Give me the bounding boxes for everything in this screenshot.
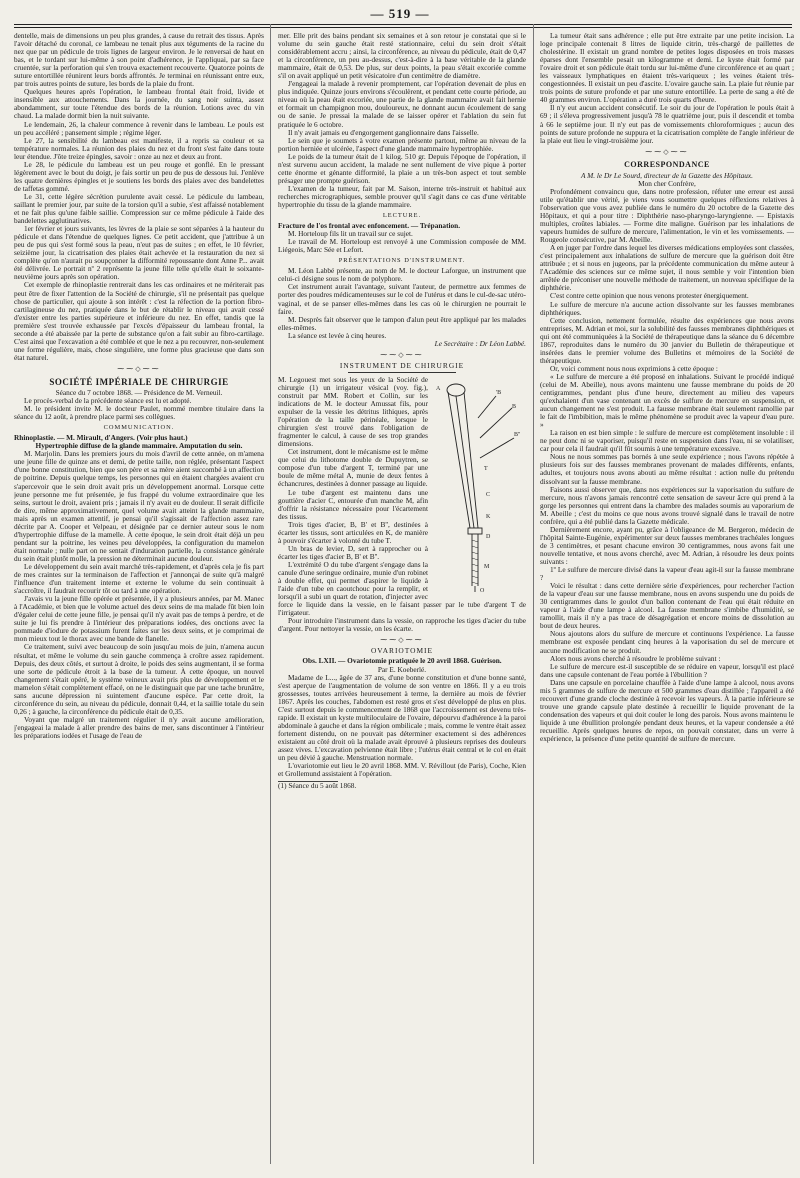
session-line: Séance du 7 octobre 1868. — Présidence de M. Verneuil. xyxy=(55,388,223,398)
paragraph: Le poids de la tumeur était de 1 kilog. 510 gr. Depuis l'époque de l'opération, il n'est survenu aucun accident, la malade ne sent nullement de vive pique à porter cette énorme et génante difformité, la plaie a un très-bon aspect et tout semble présager une prompte guérison. xyxy=(278,151,526,185)
column-separator xyxy=(533,24,534,1164)
ornament-divider: ⁓⁓◇⁓⁓ xyxy=(645,147,689,156)
paragraph: Un bras de levier, D, sert à rapprocher ou à écarter les tiges d'acier B, B' et B''. xyxy=(278,543,428,561)
paragraph: mer. Elle prit des bains pendant six semaines et à son retour je constatai que si le volume du sein gauche était resté stationnaire, celui du sein droit s'était considérablement accru ; ainsi, la circonférence, au niveau du pédicule, était de 0,47 et la circonférence, un peu au-dessus, c'est-à-dire à la base véritable de la glande mammaire, était de 0,53. De plus, sur deux points, la peau s'était excoriée comme s'il on avait appliqué un petit vésicatoire d'un centimètre de diamètre. xyxy=(278,32,526,81)
section-label: COMMUNICATION. xyxy=(103,424,175,432)
paragraph: M. le président invite M. le docteur Paulet, nommé membre titulaire dans la séance du 12 août, à prendre place parmi ses collègues. xyxy=(14,404,264,422)
paragraph: La séance est levée à cinq heures. xyxy=(288,330,387,340)
society-title: SOCIÉTÉ IMPÉRIALE DE CHIRURGIE xyxy=(49,376,229,387)
paragraph: Le procès-verbal de la précédente séance est lu et adopté. xyxy=(24,396,192,406)
paragraph: M. Legouest met sous les yeux de la Société de chirurgie (1) un irrigateur vésical (voy. fig.), construit par MM. Robert et Collin, sur les indications de M. le docteur Amussat fils, pour expulser de la vessie les détritus lithiques, après l'opération de la taille périnéale, lorsque le chirurgien s'est trouvé dans l'obligation de fragmenter le calcul, à cause de ses trop grandes dimensions. xyxy=(278,374,428,449)
column-2 xyxy=(278,32,526,1178)
paragraph: La raison en est bien simple : le sulfure de mercure est complètement insoluble : il ne peut donc ni se vaporiser, puisqu'il reste en suspension dans l'eau, ni se volatiliser, car pour cela il faudrait qu'il fût soumis à une température excessive. xyxy=(540,428,794,454)
paragraph: Or, voici comment nous nous exprimions à cette époque : xyxy=(550,363,718,373)
paragraph: 1er février et jours suivants, les lèvres de la plaie se sont séparées à la hauteur du pédicule et dans l'étendue de quelques lignes. Ce petit accident, que j'attribue à un peu de pus qui s'est formé sous la peau, n'eut pas de suites ; en effet, le 10 février, seizième jour, la cicatrisation des plaies était achevée et la restauration du nez si complète qu'on n'aurait pu soupçonner la difformité repoussante dont Anne P... avait été délivrée. Le portrait nº 2 représente la jeune fille telle qu'elle était le soixante-neuvième jours après son opération. xyxy=(14,224,264,282)
paragraph: J'engageai la malade à revenir promptement, car l'opération devenait de plus en plus indiquée. Quinze jours environs s'écoulèrent, et pendant cette courte période, au niveau où la peau était excoriée, une partie de la glande mammaire avait fait hernie et formait un champignon mou, douloureux, ne donnant aucun écoulement de sang ou de sanie. Je pressai la malade de se laisser opérer et l'ablation du sein fut pratiquée le 6 octobre. xyxy=(278,79,526,129)
paragraph: Profondément convaincu que, dans notre profession, réfuter une erreur est aussi utile qu'établir une vérité, je viens vous soumettre quelques réflexions relatives à l'observation que vous avez publiée dans le numéro du 20 octobre de la Gazette des Hôpitaux, et qui a pour titre : Diphthérie naso-pharyngo-laryngienne. — Epistaxis multiples, croûtes labiales. — Forme dite maligne. Guérison par les inhalations de vapeurs humides de sulfure de mercure, l'alimentation, le vin et les vomissements. — Rougeole consécutive, par M. Abeille. xyxy=(540,186,794,245)
paragraph: Le travail de M. Horteloup est renvoyé à une Commission composée de MM. Liégeois, Marc Sée et Lefort. xyxy=(278,237,526,255)
svg-text:K: K xyxy=(486,513,491,520)
letter-salutation: Mon cher Confrère, xyxy=(638,178,696,188)
svg-text:O: O xyxy=(480,587,485,594)
paragraph: M. Desprès fait observer que le tampon d'alun peut être appliqué par les malades elles-mêmes. xyxy=(278,314,526,332)
paragraph: « Le sulfure de mercure a été proposé en inhalations. Suivant le procédé indiqué (celui de M. Abeille), nous avons maintenu une fausse membrane du poids de 20 centigrammes, pendant plus d'une heure, directement au milieu des vapeurs qu'exhalaient d'un vase contenant un excès de sulfure de mercure en suspension, et aucun changement ne s'est produit. La fausse membrane était seulement ramollie par le fait de l'imbibition, mais le même phénomène se produit avec la vapeur d'eau pure. » xyxy=(540,371,794,430)
svg-text:A: A xyxy=(436,385,441,392)
paragraph: Nous ajoutons alors du sulfure de mercure et continuons l'expérience. La fausse membrane est exposée pendant cinq heures à la vaporisation du sel de mercure et aucune modification ne se produit. xyxy=(540,629,794,655)
paragraph: La tumeur était sans adhérence ; elle put être extraite par une petite incision. La loge principale contenait 8 litres de liquide citrin, très-chargé de paillettes de cholestérine. Il existait un grand nombre de petites loges disposées en trois masses éparses dont l'ensemble pesait un kilogramme et demi. Le kyste était formé par l'ovaire droit et son pédicule était tordu sur lui-même d'une circonférence et au quart ; les vaisseaux lymphatiques en étaient très-variqueux ; les veines étaient très-congestionnées. Il existait un peu d'ascite. L'ovaire gauche sain. La plaie fut réunie par trois points de suture profonde et par une suture entortillée. La perte de sang a été de 40 grammes environ. L'opération a duré trois quarts d'heure. xyxy=(540,32,794,105)
svg-text:'B: 'B xyxy=(496,389,502,396)
paragraph: L'ovariotomie eut lieu le 20 avril 1868. MM. V. Révillout (de Paris), Coche, Kien et Grollemund assistaient à l'opération. xyxy=(278,761,526,779)
communication-line: Rhinoplastie. — M. Mirault, d'Angers. (Voir plus haut.) xyxy=(14,433,188,443)
paragraph: Le lendemain, 26, la chaleur commence à revenir dans le lambeau. Le pouls est un peu accéléré ; pansement simple ; régime léger. xyxy=(14,119,264,137)
section-label: LECTURE. xyxy=(382,212,422,220)
ornament-divider: ⁓⁓◇⁓⁓ xyxy=(380,636,424,645)
paragraph: Voici le résultat : dans cette dernière série d'expériences, pour rechercher l'action de la vapeur d'eau sur une fausse membrane, nous en avons suspendu une du poids de 30 centigrammes dans le goulot d'un ballon contenant de l'eau qui était réduite en vapeur à l'aide d'une lampe à alcool. La fausse membrane s'imbibe d'humidité, se ramollit, mais il n'y a pas trace de désagrégation et encore moins de dissolution au bout de deux heures. xyxy=(540,581,794,631)
paragraph: Voyant que malgré un traitement régulier il n'y avait aucune amélioration, j'engageai la malade à aller prendre des bains de mer, sans discontinuer à l'intérieur les préparations iodées et l'usage de l'eau de xyxy=(14,714,264,740)
column-3 xyxy=(540,32,794,1178)
svg-text:B'': B'' xyxy=(514,431,521,438)
svg-text:T: T xyxy=(484,465,488,472)
paragraph: dentelle, mais de dimensions un peu plus grandes, à cause du retrait des tissus. Après l'avoir détaché du coronal, ce lambeau ne tenait plus aux téguments de la racine du nez que par un pédicule de trois lignes de largeur environ. Je le renversai de haut en bas, et le tordant sur lui-même à son point d'adhérence, je l'appliquai, par sa face cruentée, sur la perforation qui s'en trouva exactement recouverte. Quatorze points de suture entortillée réunirent leurs bords affrontés. Je terminai en réunissant entre eux, par trois autres points de suture, les bords de la plaie du front. xyxy=(14,32,264,89)
paragraph: L'examen de la tumeur, fait par M. Saison, interne très-instruit et habitué aux recherches micrographiques, semble prouver qu'il s'agit dans ce cas d'une véritable hypertrophie du tissu de la glande mammaire. xyxy=(278,183,526,209)
paragraph: Le 31, cette légère sécrétion purulente avait cessé. Le pédicule du lambeau, saillant le premier jour, par suite de la torsion qu'il a subie, s'est affaissé notablement et ne fait plus qu'une faible saillie. Compression sur ce même pédicule à l'aide des bandelettes agglutinatives. xyxy=(14,191,264,226)
paragraph: Cette conclusion, nettement formulée, résulte des expériences que nous avons entreprises, M. Adrian et moi, sur la solubilité des fausses membranes diphthériques et qui ont été communiquées à la Société de thérapeutique dans la séance du 6 décembre 1867, reproduites dans le numéro du 30 janvier du Bulletin de thérapeutique et insérées dans le premier volume des Bulletins et mémoires de la Société de thérapeutique. xyxy=(540,315,794,365)
column-1 xyxy=(14,32,264,1178)
paragraph: Madame de L..., âgée de 37 ans, d'une bonne constitution et d'une bonne santé, s'est aperçue de l'augmentation de volume de son ventre en 1866. Il y a eu trois grossesses, toutes arrivées heureusement à terme, la dernière au mois de février 1867. Après les couches, l'abdomen est resté gros et s'est développé de plus en plus. C'est surtout depuis le commencement de 1868 que l'accroissement est devenu très-rapide. Il existait un kyste multiloculaire de l'ovaire, dépourvu d'adhérence à la paroi abdominale à gauche et dans la région ombilicale ; mais, comme le ventre était assez fortement distendu, on ne pouvait pas déterminer exactement si des adhérences existaient au côté droit où la malade avait éprouvé à plusieurs reprises des douleurs assez vives. L'excavation pelvienne était libre ; l'utérus était central et le col en était un peu dévié à gauche. Menstruation normale. xyxy=(278,672,526,763)
paragraph: Le 28, le pédicule du lambeau est un peu rouge et gonflé. En le pressant légèrement avec le bout du doigt, je fais sortir un peu de pus de dessous lui. J'enlève les quatre dernières épingles et je soutiens les bords des plaies avec des bandelettes de taffetas gommé. xyxy=(14,159,264,193)
section-title: OVARIOTOMIE xyxy=(370,646,434,656)
paragraph: C'est contre cette opinion que nous venons protester énergiquement. xyxy=(550,291,749,301)
paragraph: Il n'y avait jamais eu d'engorgement ganglionnaire dans l'aisselle. xyxy=(288,127,479,137)
paragraph: Dans une capsule en porcelaine chauffée à l'aide d'une lampe à alcool, nous avons mis 5 grammes de sulfure de mercure et 500 grammes d'eau distillée ; l'appareil a été recouvert d'une grande cloche destinée à recevoir les vapeurs. À la partie inférieure se trouve une grande capsule plate destinée à recueillir le liquide provenant de la condensation des vapeurs et qui doit couler le long des parois. Nous avons maintenu le liquide à une ébullition prolongée pendant deux heures, et la vapeur condensée a été recueillie. Après quelques heures de repos, on pouvait constater, dans un verre à expérience, la présence d'une petite quantité de sulfure de mercure. xyxy=(540,677,794,744)
paragraph: A en juger par l'ordre dans lequel les diverses médications employées sont classées, c'est principalement aux inhalations de sulfure de mercure que la guérison doit être attribuée ; et si nous en jugeons, par la précédente communication du même auteur à l'Académie des sciences sur ce même sujet, il nous semble y voir l'intention bien arrêtée de préconiser une nouvelle méthode de traitement, un nouveau spécifique de la diphthérie. xyxy=(540,243,794,293)
paragraph: Trois tiges d'acier, B, B' et B'', destinées à écarter les tissus, sont articulées en K, de manière à pouvoir s'écarter à volonté du tube T. xyxy=(278,519,428,545)
paragraph: Le sein que je soumets à votre examen présente partout, même au niveau de la portion herniée et ulcérée, l'aspect d'une glande mammaire hypertrophiée. xyxy=(278,135,526,153)
ornament-divider: ⁓⁓◇⁓⁓ xyxy=(117,364,161,373)
ornament-divider: ⁓⁓◇⁓⁓ xyxy=(380,350,424,359)
article-title: Hypertrophie diffuse de la glande mammaire. Amputation du sein. xyxy=(35,441,243,451)
paragraph: Cet instrument, dont le mécanisme est le même que celui du lithotome double de Dupuytren, se compose d'un tube d'argent T, terminé par une boule de même métal A, munie de deux fentes à échancrures, destinées à donner passage au liquide. xyxy=(278,447,428,489)
title-underline xyxy=(348,372,456,373)
paragraph: Le sulfure de mercure est-il susceptible de se réduire en vapeur, lorsqu'il est placé dans une capsule contenant de l'eau portée à l'ébullition ? xyxy=(540,661,794,679)
paragraph: Le développement du sein avait marché très-rapidement, et d'après cela je fis part de mes craintes sur la terminaison de l'affection et j'annonçai de suite qu'à malgré l'influence d'un traitement interne et externe le volume du sein continuait à s'accroître, il faudrait recourir tôt ou tard à une opération. xyxy=(14,562,264,596)
section-title: INSTRUMENT DE CHIRURGIE xyxy=(339,360,465,370)
paragraph: Il n'y eut aucun accident consécutif. Le soir du jour de l'opération le pouls était à 69 ; il s'éleva progressivement jusqu'à 78 le quatrième jour, puis il descendit et tomba à 66 le septième jour. Il n'y eut pas de vomissements chloroformiques ; aucun des points de suture profonde ne suppura et la cicatrisation complète de l'angle inférieur de la plaie eut lieu le vingt-troisième jour. xyxy=(540,103,794,145)
author-line: Par E. Koeberlé. xyxy=(377,664,427,674)
svg-text:C: C xyxy=(486,491,491,498)
secretary-signature: Le Secrétaire : Dr Léon Labbé. xyxy=(434,338,526,348)
letter-address: A M. le Dr Le Sourd, directeur de la Gazette des Hôpitaux. xyxy=(581,170,753,180)
paragraph: Cet exemple de rhinoplastie rentrerait dans les cas ordinaires et ne mériterait pas peut être de fixer l'attention de la Société de chirurgie, s'il ne présentait pas quelque chose de particulier, qui ajoute à son intérêt : c'est la réfection de la portion fibro-cartilagineuse du nez, pratiquée dans le but de rétablir le niveau qui avait cessé d'exister entre les parties supérieure et inférieure du nez. En effet, tandis que la première s'est trouvée exhaussée par l'excès d'épaisseur du lambeau frontal, la seconde a été abaissée par la perte de substance qu'on a fait subir au fibro-cartilage. C'est ainsi que l'excavation a été comblée et que le nez a pu recouvrer, non-seulement une forme régulière, mais, chose singulière, une forme plus gracieuse que dans son état naturel. xyxy=(14,280,264,362)
paragraph: 1º Le sulfure de mercure divisé dans la vapeur d'eau agit-il sur la fausse membrane ? xyxy=(540,565,794,583)
paragraph: Ce traitement, suivi avec beaucoup de soin jusqu'au mois de juin, n'amena aucun résultat, et même le volume du sein gauche commença à croître assez rapidement. Depuis, des deux côtés, et surtout à droite, le poids des seins augmentant, il se forma une sorte de pédicule étroit à la base de la tumeur. À cette époque, un nouvel changement s'était opéré, le système veineux avait pris plus de développement et le mamelon s'était complètement effacé, on ne le distinguait que par une tache brunâtre, sans aucune dépression ni suintement d'aucune espèce. Par cette droit, la circonférence du sein, au niveau du pédicule, donnait 0,44, et la saillie totale du sein 0,26 ; à gauche, la circonférence du pédicule était de 0,35. xyxy=(14,642,264,716)
paragraph: M. Marjolin. Dans les premiers jours du mois d'avril de cette année, on m'amena une jeune fille de quinze ans et demi, de petite taille, non réglée, présentant l'aspect d'une bonne constitution, bien que son père et sa mère aient succombé à un affection de poitrine. Depuis quelque temps, les personnes qui en étaient chargées avaient cru s'apercevoir que le sein droit avait pris un développement anormal. Lorsque cette jeune personne me fut présentée, je fus frappé du volume extraordinaire que les seins, surtout le droit, avaient pris ; jamais il n'y avait eu de douleur. Il serait difficile de dire, même approximativement, quel volume avait atteint la glande mammaire, mais après un examen attentif, je pensai qu'il s'agissait de l'affection assez rare décrite par A. Cooper et Velpeau, et désignée par ce dernier auteur sous le nom d'hypertrophie diffuse de la mamelle. À cette époque, le sein droit était déjà un peu pendant sur la poitrine, les veines peu développées, la configuration du mamelon était normale ; nulle part on ne sentait d'induration partielle, la consistance générale du sein était plutôt molle, la pression ne déterminait aucune douleur. xyxy=(14,449,264,563)
paragraph: Quelques heures après l'opération, le lambeau frontal était froid, livide et insensible aux attouchements. Dans la journée, du sang noir suinta, assez abondamment, sur toute l'étendue des bords de la réunion. Lotions avec du vin chaud. La malade dormit bien la nuit suivante. xyxy=(14,87,264,121)
paragraph: Nous ne nous sommes pas bornés à une seule expérience ; nous l'avons répétée à plusieurs fois sur des fausses membranes provenant de malades différents, enfants, adultes, et toujours nous avons abouti au même résultat : action nulle du prétendu dissolvant sur la fausse membrane. xyxy=(540,452,794,486)
paragraph: Le 27, la sensibilité du lambeau est manifeste, il a repris sa couleur et sa température normales. La réunion des plaies du nez et du front s'est faite dans toute leur étendue. J'ôte treize épingles, savoir : onze au nez et deux au front. xyxy=(14,135,264,161)
paragraph: Cet instrument aurait l'avantage, suivant l'auteur, de permettre aux femmes de porter des poudres médicamenteuses sur le col de l'utérus et dans le cul-de-sac utéro-vaginal, et de se panser elles-mêmes dans les cas où le chirurgien ne pourrait le faire. xyxy=(278,282,526,316)
paragraph: Le tube d'argent est maintenu dans une gouttière d'acier C, entourée d'un manche M, afin d'offrir la résistance nécessaire pour l'écartement des tissus. xyxy=(278,487,428,521)
irrigator-figure xyxy=(434,378,526,594)
paragraph: L'extrémité O du tube d'argent s'engage dans la canule d'une seringue ordinaire, munie d'un robinet à double effet, qui permet d'aspirer le liquide à l'aide d'un tube en caoutchouc pour la remplir, et lorsqu'il a subi un quart de rotation, d'injecter avec force le liquide dans la vessie, en le faisant passer par le tube d'argent T de l'irrigateur. xyxy=(278,559,526,618)
article-title: Fracture de l'os frontal avec enfoncement. — Trépanation. xyxy=(278,221,461,231)
column-separator xyxy=(270,24,271,1164)
paragraph: Le sulfure de mercure n'a aucune action dissolvante sur les fausses membranes diphthériques. xyxy=(540,299,794,317)
page-number: — 519 — xyxy=(370,6,430,21)
svg-text:M: M xyxy=(484,563,490,570)
paragraph: Pour introduire l'instrument dans la vessie, on rapproche les tiges d'acier du tube d'argent. Pour nettoyer la vessie, on les écarte. xyxy=(278,616,526,634)
paragraph: Faisons aussi observer que, dans nos expériences sur la vaporisation du sulfure de mercure, nous n'avons jamais rencontré cette sensation de saveur âcre qui prend à la gorge les personnes qui entrent dans la chambre des malades soumis au vaporarium de M. Abeille ; c'est du moins ce que nous avons trouvé signalé dans le travail de notre confrère, qui a été publié dans la Gazette médicale. xyxy=(540,484,794,526)
header-rule xyxy=(14,24,792,28)
svg-text:B: B xyxy=(512,403,517,410)
svg-text:D: D xyxy=(486,533,491,540)
section-label: PRÉSENTATIONS D'INSTRUMENT. xyxy=(338,257,466,265)
paragraph: Dernièrement encore, ayant pu, grâce à l'obligeance de M. Bergeron, médecin de l'hôpital Sainte-Eugénie, expérimenter sur deux fausses membranes trachéales longues de 3 centimètres, et pesant chacune environ 30 centigrammes, nous avons fait une nouvelle tentative, et nous avons cherché, avec M. Adrian, à résoudre les deux points suivants : xyxy=(540,524,794,566)
article-title: Obs. LXII. — Ovariotomie pratiquée le 20 avril 1868. Guérison. xyxy=(302,656,502,666)
paragraph: Alors nous avons cherché à résoudre le problème suivant : xyxy=(550,653,721,663)
paragraph: J'avais vu la jeune fille opérée et présentée, il y a plusieurs années, par M. Manec à l'Académie, et bien que le volume actuel des deux seins de ma malade fût bien loin d'égaler celui de cette jeune fille, je pensai qu'il n'y avait pas de temps à perdre, et de suite je lui fis prendre à l'intérieur des préparations iodées, des onctions avec la pommade d'iodure de potassium furent faites sur les deux seins, et je comprimai de mon mieux tout le thorax avec une bande de flanelle. xyxy=(14,594,264,644)
footnote: (1) Séance du 5 août 1868. xyxy=(278,781,357,791)
paragraph: M. Horteloup fils lit un travail sur ce sujet. xyxy=(288,229,413,239)
paragraph: M. Léon Labbé présente, au nom de M. le docteur Laforgue, un instrument que celui-ci désigne sous le nom de polyphore. xyxy=(278,266,526,284)
section-title: CORRESPONDANCE xyxy=(624,159,710,169)
